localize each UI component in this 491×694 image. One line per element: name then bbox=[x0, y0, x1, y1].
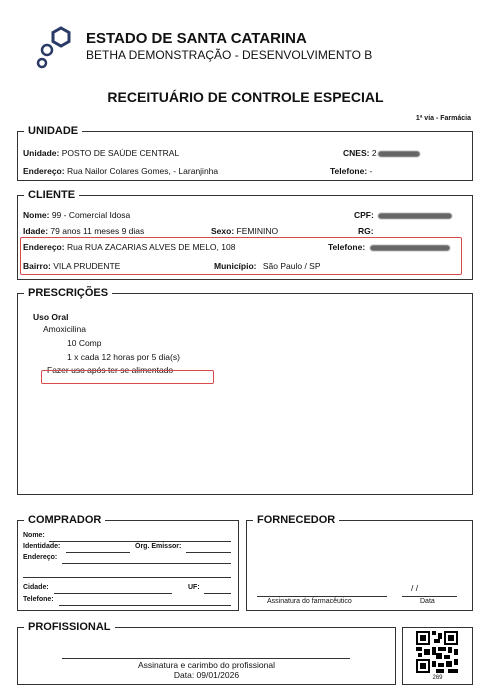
cpf-redacted bbox=[378, 213, 452, 219]
cliente-legend: CLIENTE bbox=[24, 188, 79, 202]
prescricoes-section bbox=[17, 287, 473, 495]
profissional-data: Data: 09/01/2026 bbox=[173, 670, 240, 680]
unidade-endereco-value: Rua Nailor Colares Gomes, - Laranjinha bbox=[66, 166, 219, 176]
cliente-endereco-row: Endereço: Rua RUA ZACARIAS ALVES DE MELO, 108 bbox=[23, 242, 236, 252]
cnes-value: 2 bbox=[371, 148, 377, 158]
cliente-sexo-value: FEMININO bbox=[236, 226, 279, 236]
fornecedor-assinatura-label: Assinatura do farmacêutico bbox=[267, 598, 352, 605]
profissional-legend: PROFISSIONAL bbox=[24, 620, 115, 634]
cliente-endereco-value: Rua RUA ZACARIAS ALVES DE MELO, 108 bbox=[66, 242, 236, 252]
org-subtitle: BETHA DEMONSTRAÇÃO - DESENVOLVIMENTO B bbox=[86, 48, 373, 62]
org-title: ESTADO DE SANTA CATARINA bbox=[86, 30, 307, 47]
cnes-row: CNES: 2 bbox=[343, 148, 420, 158]
prescricao-observacao: Fazer uso após ter se alimentado bbox=[47, 365, 174, 375]
comprador-identidade-label: Identidade: bbox=[23, 543, 61, 550]
endereco-highlight bbox=[20, 237, 462, 275]
unidade-telefone-row: Telefone: - bbox=[330, 166, 373, 176]
unidade-section bbox=[17, 125, 473, 181]
unidade-value: POSTO DE SAÚDE CENTRAL bbox=[61, 148, 180, 158]
cliente-municipio-row: Município: São Paulo / SP bbox=[214, 261, 321, 271]
cliente-municipio-value: São Paulo / SP bbox=[262, 261, 321, 271]
cliente-telefone-row: Telefone: bbox=[328, 242, 450, 252]
prescricao-medicamento: Amoxicilina bbox=[43, 324, 86, 334]
comprador-telefone-label: Telefone: bbox=[23, 596, 54, 603]
cliente-rg-row: RG: bbox=[358, 226, 374, 236]
profissional-assinatura-label: Assinatura e carimbo do profissional bbox=[137, 660, 275, 670]
unidade-telefone-value: - bbox=[369, 166, 373, 176]
document-title: RECEITUÁRIO DE CONTROLE ESPECIAL bbox=[107, 89, 384, 105]
unidade-endereco-row: Endereço: Rua Nailor Colares Gomes, - Laranjinha bbox=[23, 166, 219, 176]
cliente-cpf-row: CPF: bbox=[354, 210, 452, 220]
comprador-nome-label: Nome: bbox=[23, 532, 45, 539]
cliente-idade-value: 79 anos 11 meses 9 dias bbox=[50, 226, 145, 236]
comprador-orgao-label: Órg. Emissor: bbox=[135, 543, 182, 550]
comprador-endereco-label: Endereço: bbox=[23, 554, 58, 561]
unidade-row: Unidade: POSTO DE SAÚDE CENTRAL bbox=[23, 148, 180, 158]
profissional-section bbox=[17, 621, 396, 685]
prescricao-quantidade: 10 Comp bbox=[67, 338, 102, 348]
via-label: 1ª via - Farmácia bbox=[415, 115, 471, 122]
observacao-highlight bbox=[41, 370, 214, 384]
fornecedor-date-slashes: / / bbox=[411, 583, 419, 593]
cliente-idade-row: Idade: 79 anos 11 meses 9 dias bbox=[23, 226, 145, 236]
cliente-nome-row: Nome: 99 - Comercial Idosa bbox=[23, 210, 131, 220]
cliente-nome-value: 99 - Comercial Idosa bbox=[51, 210, 131, 220]
qr-code-icon bbox=[416, 631, 458, 673]
cliente-bairro-row: Bairro: VILA PRUDENTE bbox=[23, 261, 121, 271]
fornecedor-legend: FORNECEDOR bbox=[253, 513, 339, 527]
prescricoes-legend: PRESCRIÇÕES bbox=[24, 286, 112, 300]
comprador-cidade-label: Cidade: bbox=[23, 584, 49, 591]
cnes-redacted bbox=[378, 151, 420, 157]
fornecedor-data-label: Data bbox=[420, 598, 435, 605]
prescricao-via: Uso Oral bbox=[33, 312, 69, 322]
comprador-section bbox=[17, 514, 239, 611]
prescricao-posologia: 1 x cada 12 horas por 5 dia(s) bbox=[67, 352, 180, 362]
cliente-sexo-row: Sexo: FEMININO bbox=[211, 226, 279, 236]
comprador-uf-label: UF: bbox=[188, 584, 200, 591]
qr-number: 269 bbox=[432, 675, 443, 681]
comprador-legend: COMPRADOR bbox=[24, 513, 105, 527]
org-logo bbox=[34, 25, 74, 71]
fornecedor-section bbox=[246, 514, 473, 611]
cliente-bairro-value: VILA PRUDENTE bbox=[53, 261, 121, 271]
qr-box bbox=[402, 627, 473, 685]
unidade-legend: UNIDADE bbox=[24, 124, 82, 138]
